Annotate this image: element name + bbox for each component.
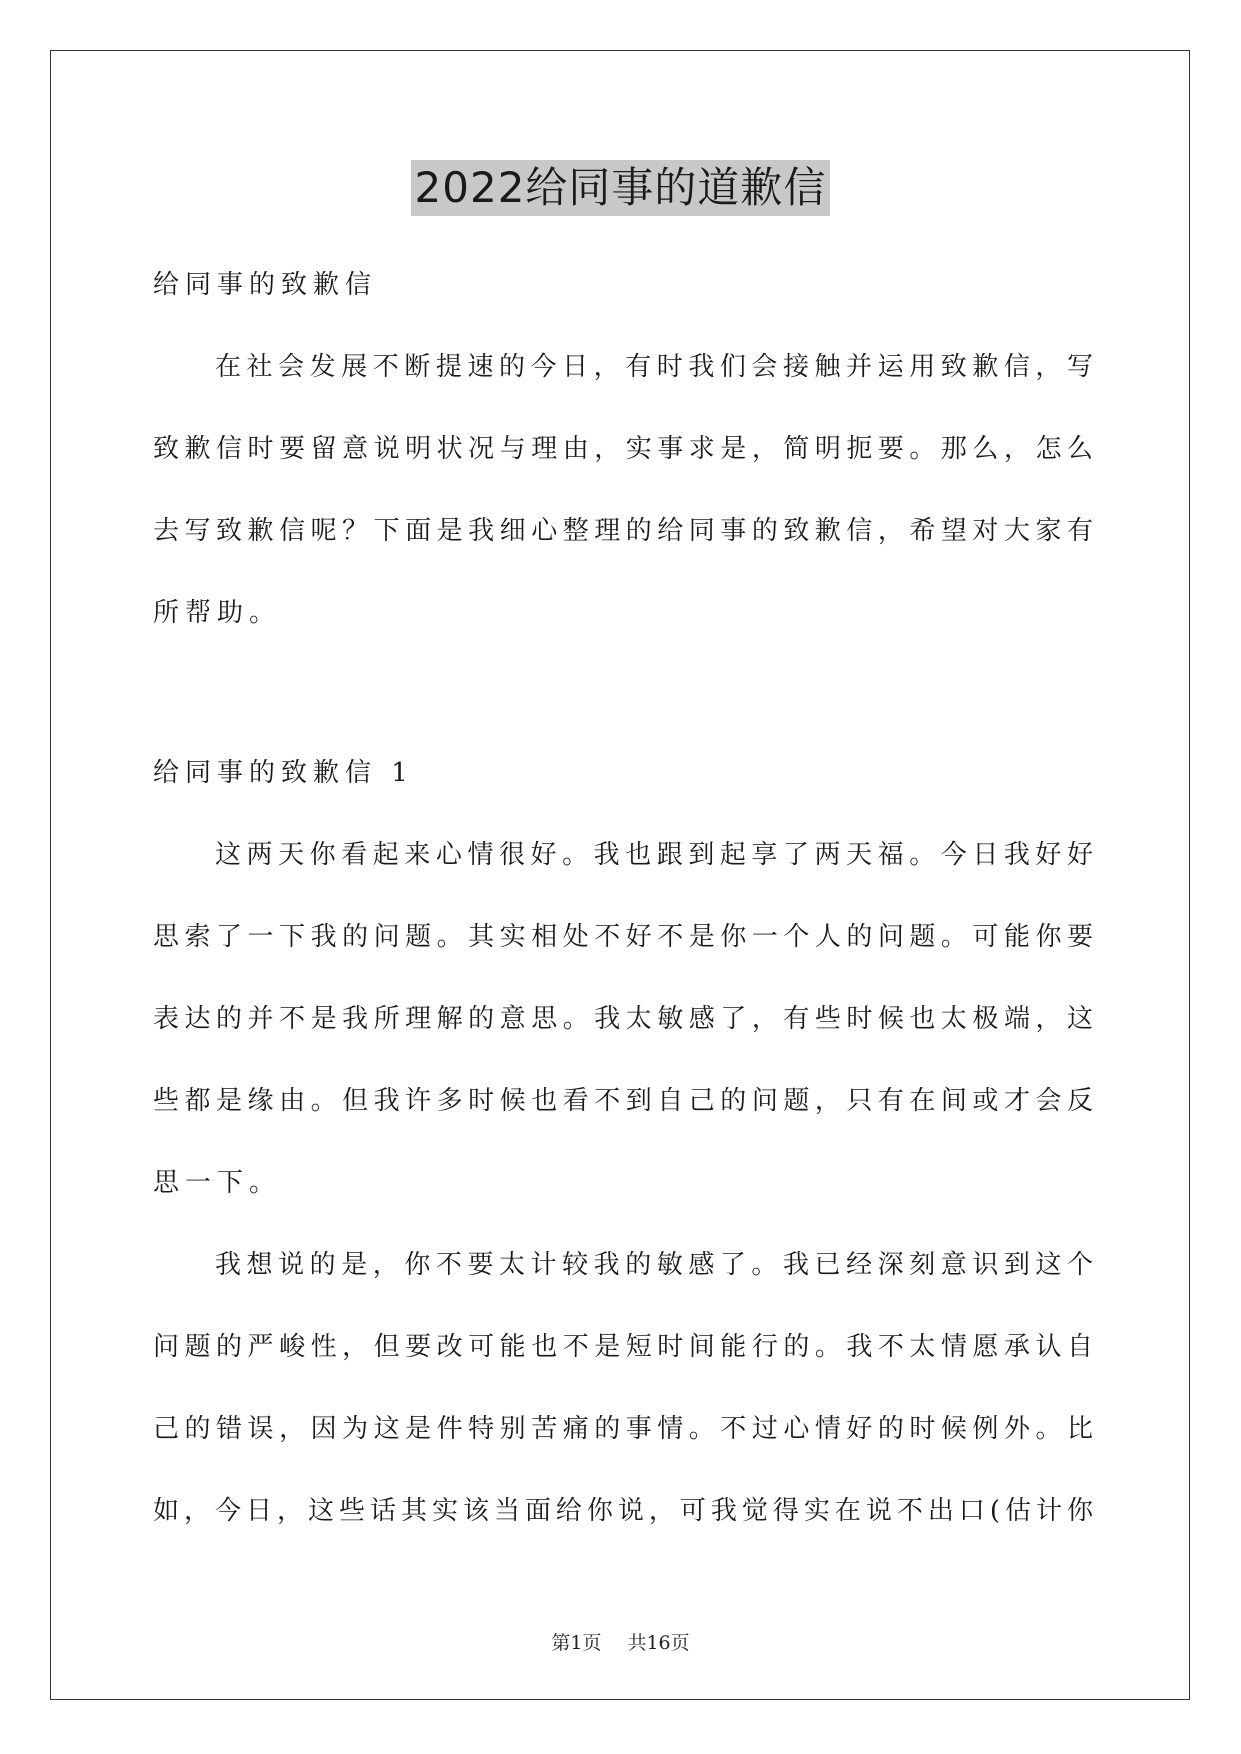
paragraph-line: 表达的并不是我所理解的意思。我太敏感了，有些时候也太极端，这 [153, 1004, 1093, 1034]
paragraph-line: 这两天你看起来心情很好。我也跟到起享了两天福。今日我好好 [215, 840, 1093, 870]
document-title: 2022给同事的道歉信 [411, 160, 831, 216]
paragraph-line: 我想说的是，你不要太计较我的敏感了。我已经深刻意识到这个 [215, 1250, 1093, 1280]
paragraph-line: 问题的严峻性，但要改可能也不是短时间能行的。我不太情愿承认自 [153, 1332, 1093, 1362]
intro-line: 去写致歉信呢？下面是我细心整理的给同事的致歉信，希望对大家有 [153, 516, 1093, 546]
title-container [0, 160, 1241, 216]
intro-line: 在社会发展不断提速的今日，有时我们会接触并运用致歉信，写 [215, 352, 1093, 382]
total-pages: 共16页 [627, 1632, 690, 1654]
paragraph-line: 如，今日，这些话其实该当面给你说，可我觉得实在说不出口(估计你 [153, 1496, 1093, 1526]
page-footer [0, 1628, 1241, 1655]
section-heading: 给同事的致歉信 1 [153, 758, 414, 788]
subheading: 给同事的致歉信 [153, 270, 378, 300]
spacer [153, 654, 1093, 732]
intro-line: 所帮助。 [153, 598, 282, 628]
paragraph-line: 己的错误，因为这是件特别苦痛的事情。不过心情好的时候例外。比 [153, 1414, 1093, 1444]
paragraph-line: 思一下。 [153, 1168, 282, 1198]
paragraph-line: 思索了一下我的问题。其实相处不好不是你一个人的问题。可能你要 [153, 922, 1093, 952]
document-body [153, 244, 1093, 1552]
intro-line: 致歉信时要留意说明状况与理由，实事求是，简明扼要。那么，怎么 [153, 434, 1093, 464]
page-number: 第1页 [551, 1632, 602, 1654]
paragraph-line: 些都是缘由。但我许多时候也看不到自己的问题，只有在间或才会反 [153, 1086, 1093, 1116]
